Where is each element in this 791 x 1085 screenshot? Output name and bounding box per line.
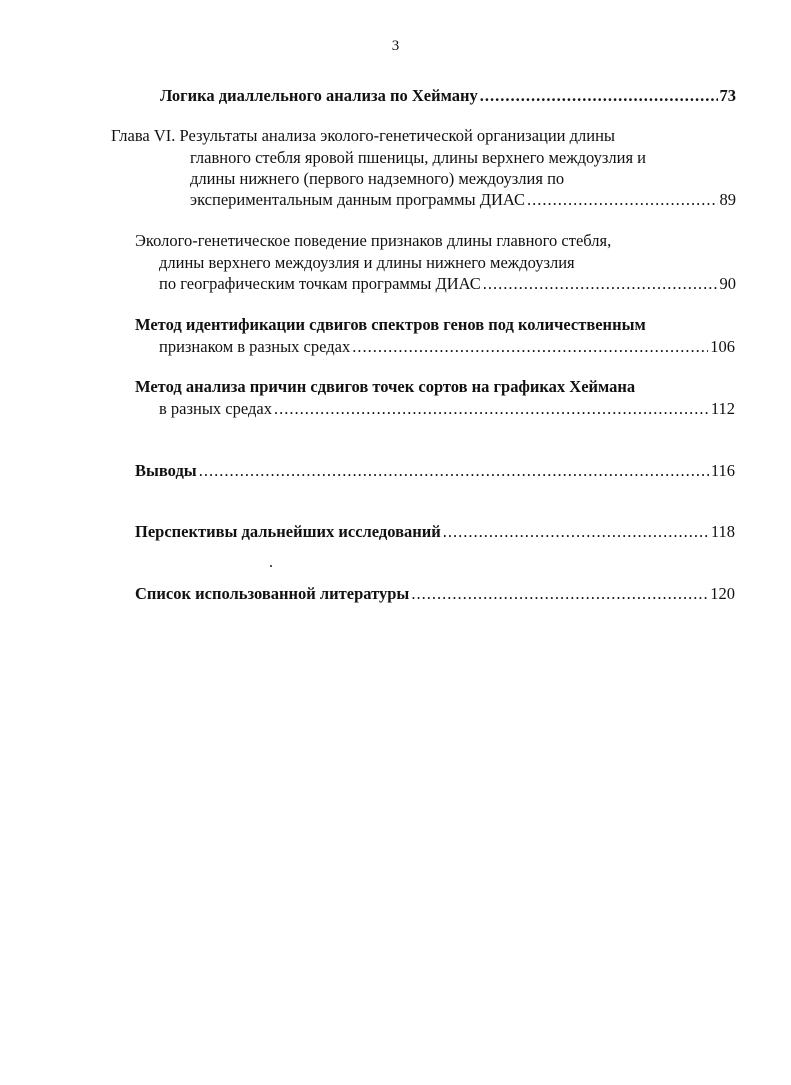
toc-page-number: 118 [710, 522, 735, 541]
toc-entry-method-shift-line-2[interactable] [159, 337, 735, 357]
toc-entry-logic[interactable] [160, 86, 736, 106]
toc-chapter-6-line-2: главного стебля яровой пшеницы, длины верхнего междоузлия и [190, 148, 646, 167]
toc-page-number: 73 [719, 86, 736, 105]
leader-dots [411, 584, 708, 604]
toc-entry-method-cause-line-2[interactable] [159, 399, 735, 419]
toc-chapter-6-line-4[interactable] [190, 190, 736, 210]
toc-entry-title: Метод идентификации сдвигов спектров генов под количественным [135, 315, 646, 334]
chapter-title-line: Результаты анализа эколого-генетической организации длины [179, 126, 616, 145]
leader-dots [199, 461, 709, 481]
leader-dots [527, 190, 717, 210]
toc-page-number: 106 [710, 337, 735, 356]
scan-speck [270, 565, 272, 567]
leader-dots [274, 399, 709, 419]
toc-page-number: 116 [710, 461, 735, 480]
toc-entry-title: по географическим точкам программы ДИАС [159, 274, 481, 293]
toc-page-number: 89 [719, 190, 736, 209]
toc-page-number: 120 [710, 584, 735, 603]
toc-entry-title: Метод анализа причин сдвигов точек сортов на графиках Хеймана [135, 377, 636, 396]
toc-entry-title: Выводы [135, 461, 197, 480]
toc-entry-title: в разных средах [159, 399, 272, 418]
page-number: 3 [391, 38, 400, 54]
chapter-title-line: экспериментальным данным программы ДИАС [190, 190, 526, 209]
toc-entry-eco-line-2: длины верхнего междоузлия и длины нижнего междоузлия [159, 253, 575, 272]
toc-page-number: 112 [710, 399, 735, 418]
leader-dots [480, 86, 718, 106]
toc-entry-method-cause-line-1[interactable] [135, 377, 635, 397]
toc-entry-eco-line-1[interactable]: Эколого-генетическое поведение признаков длины главного стебля, [135, 231, 612, 250]
chapter-label: Глава VI. [111, 126, 180, 145]
leader-dots [483, 274, 718, 294]
toc-entry-perspectives[interactable] [135, 522, 735, 542]
toc-chapter-6-line-3: длины нижнего (первого надземного) междоузлия по [190, 169, 565, 188]
toc-entry-method-shift-line-1[interactable] [135, 315, 646, 335]
leader-dots [352, 337, 708, 357]
toc-entry-title: Перспективы дальнейших исследований [135, 522, 441, 541]
toc-entry-title: признаком в разных средах [159, 337, 351, 356]
leader-dots [443, 522, 709, 542]
toc-entry-title: Список использованной литературы [135, 584, 410, 603]
toc-entry-title: Логика диаллельного анализа по Хейману [160, 86, 478, 105]
toc-page-number: 90 [719, 274, 736, 293]
toc-entry-eco-line-3[interactable] [159, 274, 736, 294]
toc-entry-references[interactable] [135, 584, 735, 604]
toc-chapter-6-line-1[interactable] [111, 126, 615, 146]
toc-entry-conclusions[interactable] [135, 461, 735, 481]
